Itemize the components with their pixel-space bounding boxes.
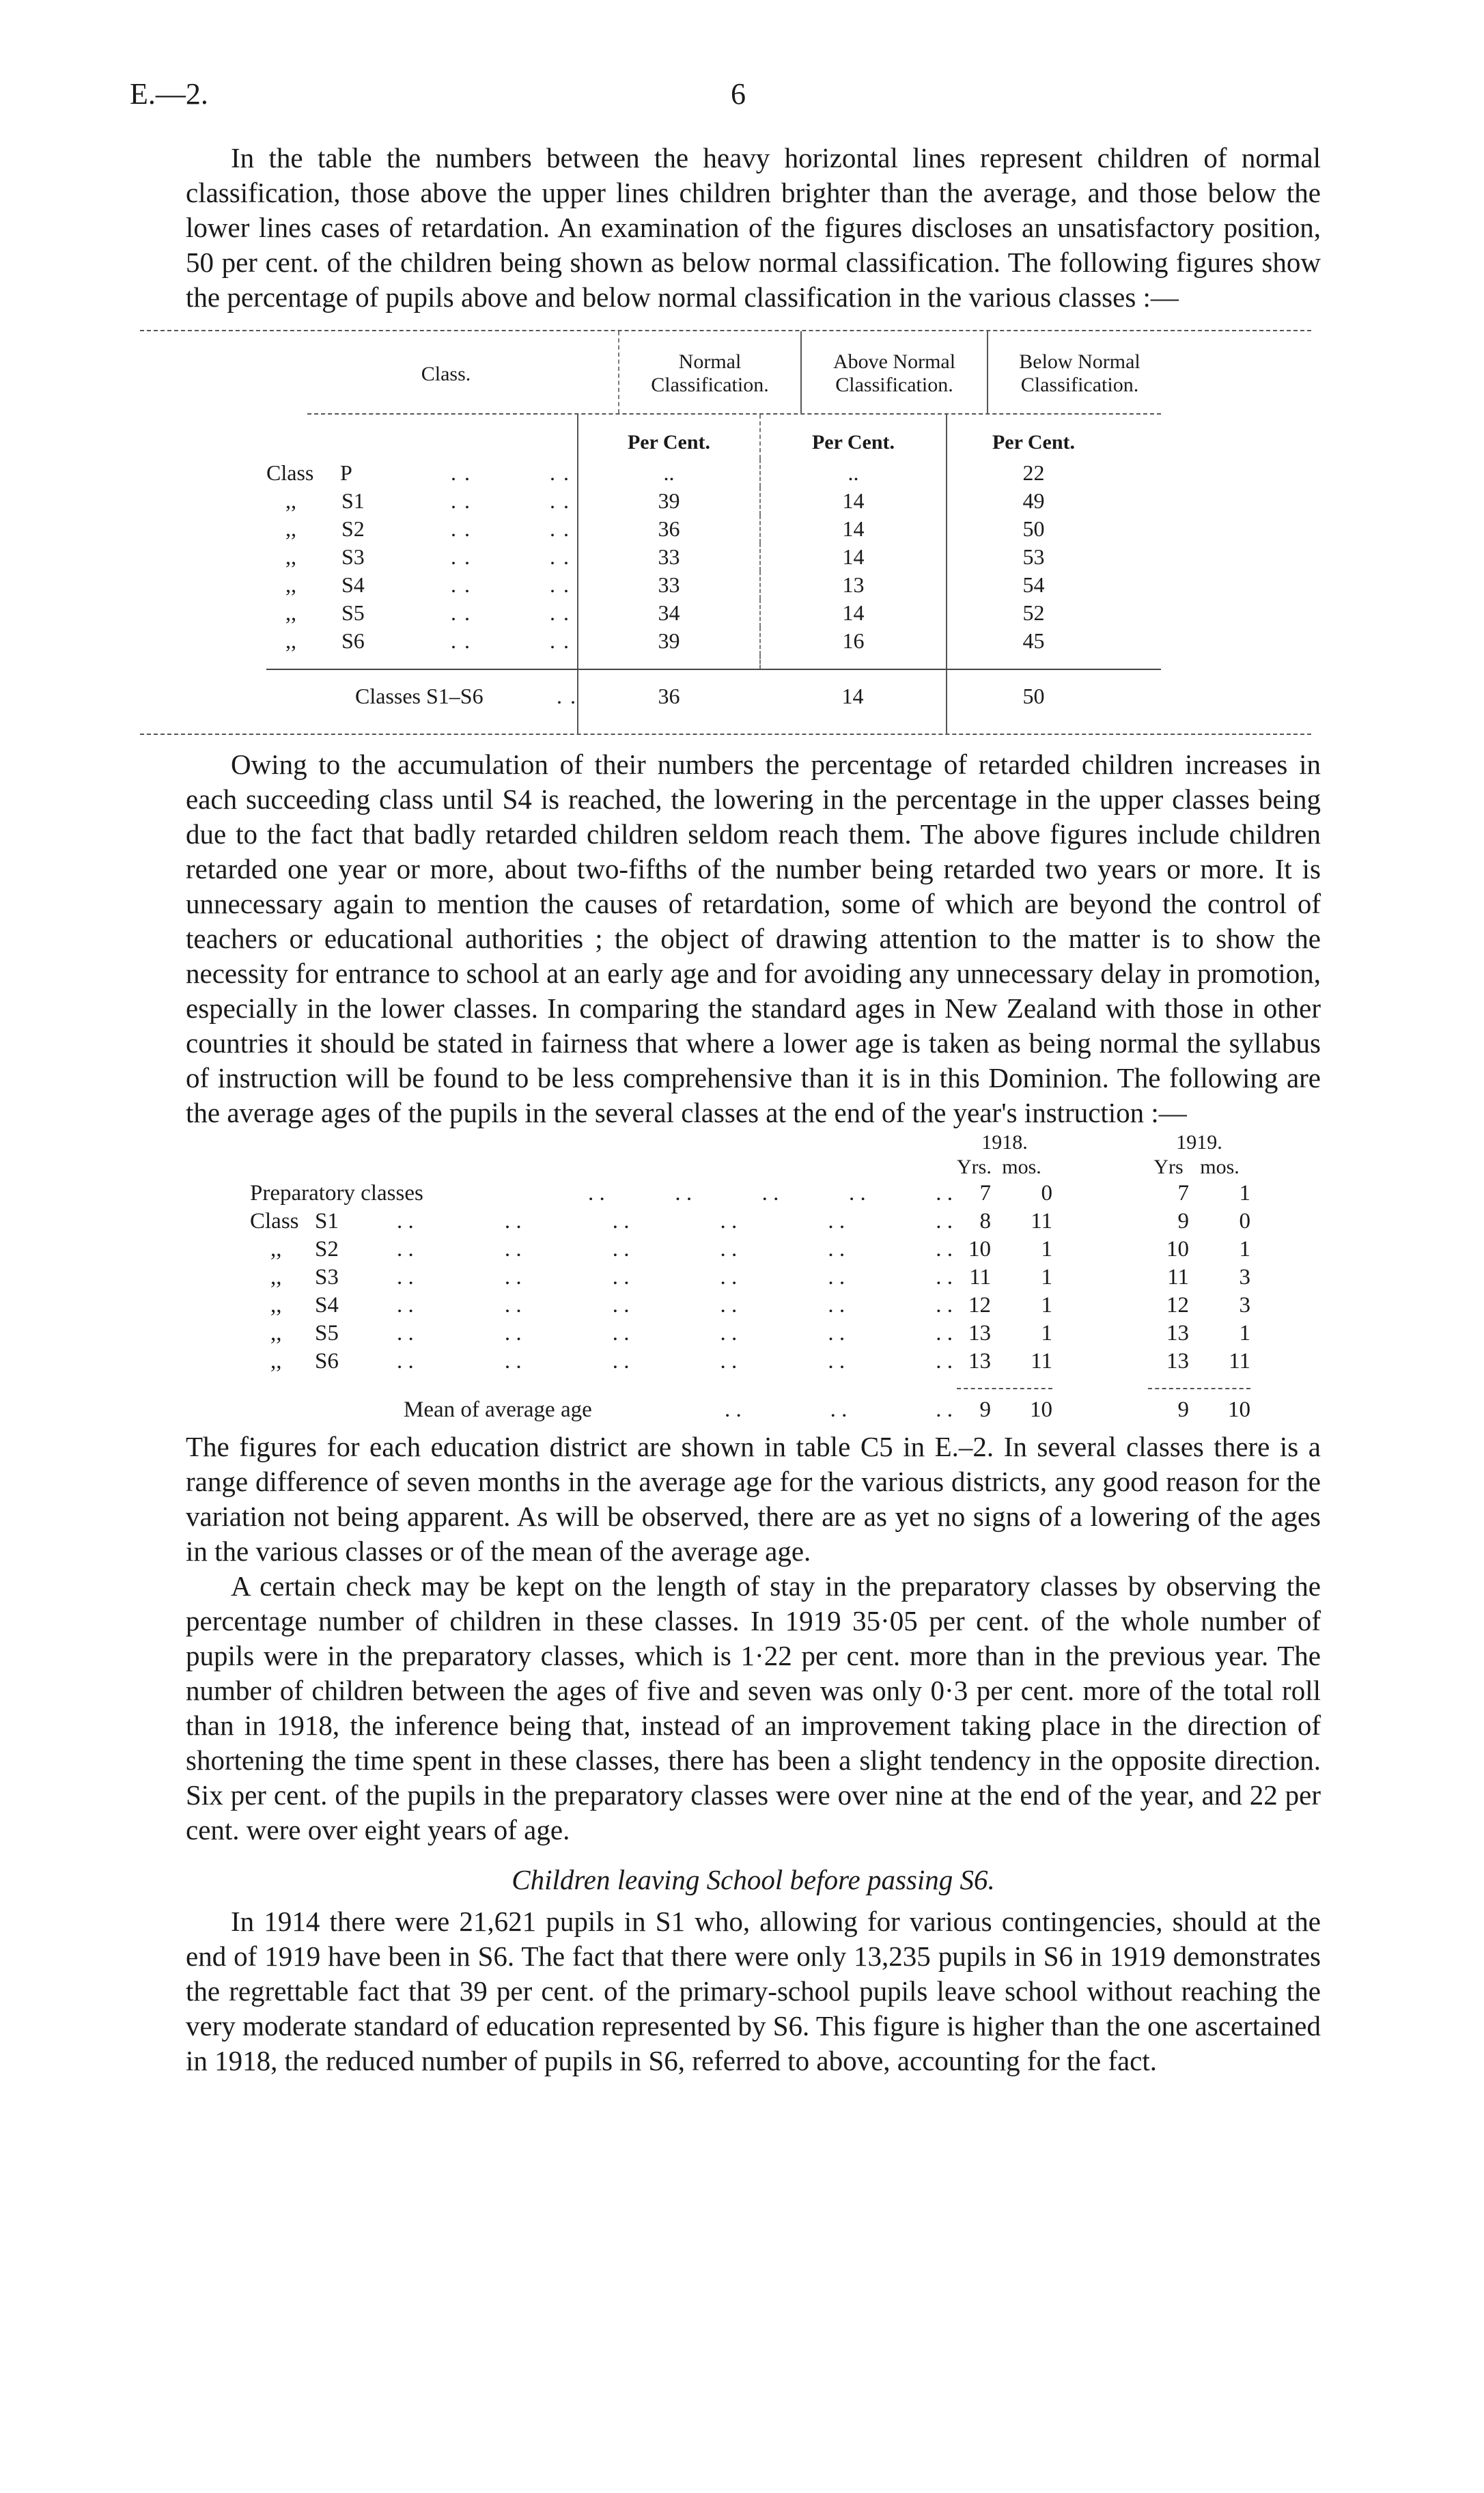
leader-dots: . . . . . . . . . . . . [397,1265,953,1290]
mos-1919: 1 [1239,1237,1250,1262]
row-class-label: S3 [315,1265,339,1290]
section-heading: Children leaving School before passing S6. [512,1864,995,1895]
leader-dots: . . [451,460,471,485]
yrs-1919: 9 [1177,1209,1189,1234]
leader-dots: . . . . . . . . . . . . [397,1321,953,1346]
spacer [946,655,1120,669]
row-prefix: ,, [285,488,296,513]
total-label: Classes S1–S6 [355,684,484,708]
cell-below: 53 [946,543,1120,571]
row-class-label: S6 [315,1349,339,1374]
total-below: 50 [946,670,1120,734]
leader-dots: . . [550,628,570,653]
document-page [130,75,1321,2078]
mos-1919: 1 [1239,1321,1250,1346]
spacer [577,655,759,669]
cell-below: 52 [946,599,1120,627]
cell-above: 14 [759,487,946,515]
yrs-1918: 12 [968,1293,991,1318]
mos-1919: mos. [1200,1156,1240,1178]
row-class-label: S4 [315,1293,339,1318]
table-grid [266,415,1161,669]
yrs-1918: 11 [969,1265,991,1290]
row-class-label: P [340,460,352,485]
leader-dots: . . [550,460,570,485]
yrs-1919: 13 [1166,1321,1189,1346]
cell-normal: 34 [577,599,759,627]
row-prefix: ,, [270,1349,282,1374]
year-1918: 1918. [981,1131,1028,1154]
cell-below: 54 [946,571,1120,599]
mean-label: Mean of average age [404,1397,592,1422]
spacer [266,655,307,669]
classification-table [140,330,1311,735]
total-row [266,669,1161,734]
mos-1918: 1 [1041,1265,1052,1290]
leader-dots: . . [451,488,471,513]
cell-below: 22 [946,459,1120,487]
paragraph-accumulation: Owing to the accumulation of their numbers the percentage of retarded children increases in each succeeding class until S4 is reached, the lowering in the percentage in the upper classes being due to the fact that badly retarded children seldom reach them. The above figures include children retarded one year or more, about two-fifths of the number being retarded two years or more. It is unnecessary again to mention the causes of retardation, some of which are beyond the control of teachers or educational authorities ; the object of drawing attention to the matter is to show the necessity for entrance to school at an early age and for avoiding any unnecessary delay in promotion, especially in the lower classes. In comparing the standard ages in New Zealand with those in other countries it should be stated in fairness that where a lower age is taken as being normal the syllabus of instruction will be found to be less comprehensive than it is in this Dominion. The following are the average ages of the pupils in the several classes at the end of the year's instruction :— [186,749,1321,1128]
cell-normal: 36 [577,515,759,543]
leader-dots: . . . . . . . . . . [588,1181,953,1206]
row-prefix: Class [266,460,314,485]
leader-dots: . . [550,600,570,625]
cell-below: 50 [946,515,1120,543]
yrs-1918: Yrs. [957,1156,992,1178]
mos-1918: 1 [1041,1321,1052,1346]
leader-dots: . . [550,572,570,597]
mean-yrs-1918: 9 [979,1397,991,1422]
cell-above: 13 [759,571,946,599]
mos-1918: 11 [1031,1209,1052,1234]
mos-1918: 1 [1041,1293,1052,1318]
spacer [382,655,478,669]
spacer [759,655,946,669]
cell-normal: 39 [577,487,759,515]
yrs-1918: 13 [968,1321,991,1346]
leader-dots: . . [451,572,471,597]
yrs-1919: 12 [1166,1293,1189,1318]
unit-below: Per Cent. [946,415,1120,459]
yrs-1919: 10 [1166,1237,1189,1262]
leader-dots: . . [550,516,570,541]
leader-dots: . . [451,600,471,625]
mean-row [250,1396,1261,1424]
cell-below: 49 [946,487,1120,515]
mos-1919: 3 [1239,1293,1250,1318]
row-prefix: ,, [270,1237,282,1262]
leader-dots: . . [550,488,570,513]
sum-rule-1918 [957,1388,1052,1389]
header-class: Class. [421,363,471,385]
average-ages-table [250,1130,1261,1424]
cell-above: 14 [759,515,946,543]
yrs-1919: 13 [1166,1349,1189,1374]
spacer [307,655,382,669]
paragraph-preparatory-classes: A certain check may be kept on the length of stay in the preparatory classes by observing the percentage number of children in these classes. In 1919 35·05 per cent. of the whole number of pupils were in the preparatory classes, which is 1·22 per cent. more than in the previous year. The number of children between the ages of five and seven was only 0·3 per cent. more of the total roll than in 1918, the inference being that, instead of an improvement taking place in the direction of shortening the time spent in these classes, there has been a slight tendency in the opposite direction. Six per cent. of the pupils in the preparatory classes were over nine at the end of the year, and 22 per cent. were over eight years of age. [186,1570,1321,1846]
leader-dots: . . [550,544,570,569]
cell-above: .. [759,459,946,487]
report-code: E.—2. [130,77,208,111]
ages-grid [250,1130,1261,1376]
header-below: Below Normal Classification. [987,331,1171,413]
unit-normal: Per Cent. [577,415,759,459]
row-class-label: S6 [341,628,365,653]
paragraph-leaving-school: In 1914 there were 21,621 pupils in S1 who, allowing for various contingencies, should at the end of 1919 have been in S6. The fact that there were only 13,235 pupils in S6 in 1919 demonstrates the regrettable fact that 39 per cent. of the primary-school pupils leave school without reaching the very moderate standard of education represented by S6. This figure is higher than the one ascertained in 1918, the reduced number of pupils in S6, referred to above, accounting for the fact. [186,1906,1321,2076]
yrs-1918: 10 [968,1237,991,1262]
mos-1919: 0 [1239,1209,1250,1234]
year-1919: 1919. [1176,1131,1222,1154]
leader-dots: . . . . . . . . . . . . [397,1209,953,1234]
row-prefix: ,, [270,1293,282,1318]
row-class-label: S3 [341,544,365,569]
row-class-label: S2 [315,1237,339,1262]
paragraph-district-figures: The figures for each education district are shown in table C5 in E.–2. In several classes there is a range difference of seven months in the average age for the various districts, any good reason for the variation not being apparent. As will be observed, there are as yet no signs of a lowering of the ages in the various classes or of the mean of the average age. [186,1431,1321,1567]
page-number: 6 [731,77,746,111]
row-class-label: S1 [315,1209,339,1234]
sum-rule-1919 [1148,1388,1250,1389]
cell-above: 14 [759,599,946,627]
table-body [266,413,1161,734]
row-class-label: S2 [341,516,365,541]
row-prefix: ,, [285,516,296,541]
leader-dots: . . [451,628,471,653]
leader-dots: . . [451,544,471,569]
yrs-1918: 8 [979,1209,991,1234]
leader-dots: . . . . . . [725,1397,953,1422]
leader-dots: . . . . . . . . . . . . [397,1349,953,1374]
row-class-label: S5 [341,600,365,625]
row-prefix: ,, [270,1265,282,1290]
mean-mos-1919: 10 [1228,1397,1250,1422]
mos-1919: 3 [1239,1265,1250,1290]
mos-1919: 1 [1239,1181,1250,1206]
cell-above: 16 [759,627,946,655]
row-prefix: ,, [285,600,296,625]
row-prefix: ,, [270,1321,282,1346]
sum-rules [250,1376,1261,1389]
row-prefix: ,, [285,628,296,653]
header-above: Above Normal Classification. [800,331,987,413]
row-class-label: Preparatory classes [250,1181,423,1206]
mos-1918: mos. [1002,1156,1041,1178]
yrs-1918: 7 [979,1181,991,1206]
cell-above: 14 [759,543,946,571]
yrs-1918: 13 [968,1349,991,1374]
mos-1918: 11 [1031,1349,1052,1374]
mos-1919: 11 [1229,1349,1250,1374]
yrs-1919: Yrs [1153,1156,1184,1178]
cell-normal: 33 [577,543,759,571]
unit-above: Per Cent. [759,415,946,459]
mean-mos-1918: 10 [1030,1397,1052,1422]
leader-dots: . . [451,516,471,541]
total-normal: 36 [577,670,759,734]
row-class-label: S4 [341,572,365,597]
table-header [140,331,1311,413]
row-class-label: S1 [341,488,365,513]
leader-dots: . . [557,684,577,708]
cell-normal: 39 [577,627,759,655]
row-prefix: Class [250,1209,299,1234]
mos-1918: 1 [1041,1237,1052,1262]
leader-dots: . . . . . . . . . . . . [397,1293,953,1318]
header-normal: Normal Classification. [618,331,800,413]
row-prefix: ,, [285,544,296,569]
paragraph-retardation-intro: In the table the numbers between the heavy horizontal lines represent children of normal classification, those above the upper lines children brighter than the average, and those below the lower lines cases of retardation. An examination of the figures discloses an unsatisfactory position, 50 per cent. of the children being shown as below normal classification. The following figures show the percentage of pupils above and below normal classification in the various classes :— [186,142,1321,313]
total-above: 14 [841,684,864,708]
spacer [478,655,577,669]
row-prefix: ,, [285,572,296,597]
yrs-1919: 11 [1167,1265,1189,1290]
cell-normal: 33 [577,571,759,599]
cell-below: 45 [946,627,1120,655]
page-header [130,75,1321,113]
row-class-label: S5 [315,1321,339,1346]
leader-dots: . . . . . . . . . . . . [397,1237,953,1262]
mean-yrs-1919: 9 [1177,1397,1189,1422]
yrs-1919: 7 [1177,1181,1189,1206]
cell-normal: .. [577,459,759,487]
mos-1918: 0 [1041,1181,1052,1206]
